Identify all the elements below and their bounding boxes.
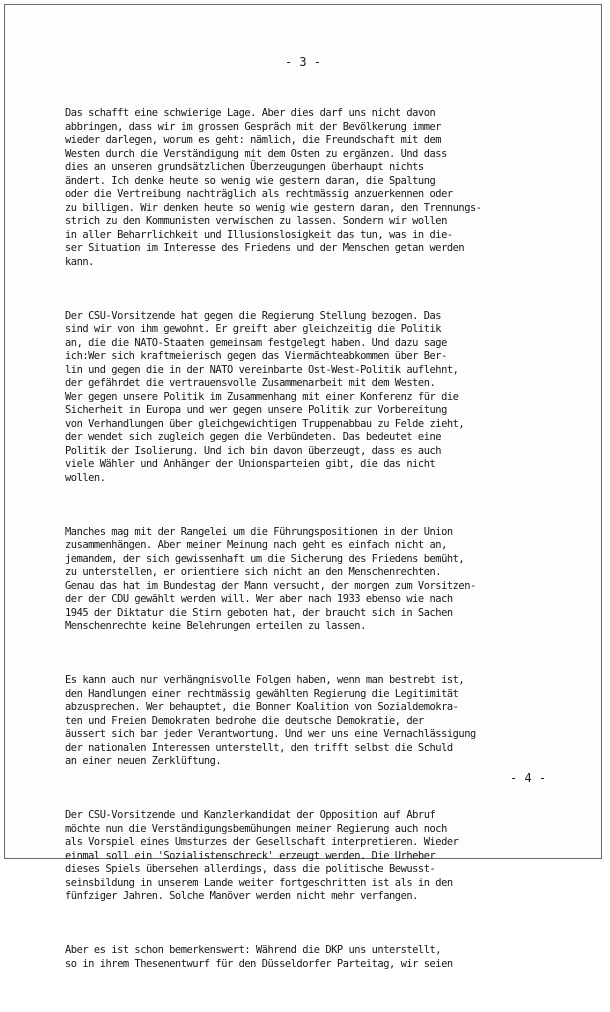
text-line: in aller Beharrlichkeit und Illusionslosigkeit das tun, was in die- [65,228,453,241]
text-line: sind wir von ihm gewohnt. Er greift aber gleichzeitig die Politik [65,323,442,335]
text-line: abbringen, dass wir im grossen Gespräch mit der Bevölkerung immer [65,120,442,133]
document-body [65,80,585,1012]
text-line: Politik der Isolierung. Und ich bin davon überzeugt, dass es auch [65,444,442,457]
text-line: Sicherheit in Europa und wer gegen unsere Politik zur Vorbereitung [65,404,447,416]
text-line: an, die die NATO-Staaten gemeinsam festgelegt haben. Und dazu sage [65,336,447,349]
text-line: einmal soll ein 'Sozialistenschreck' erzeugt werden. Die Urheber [65,849,436,862]
text-line: Genau das hat im Bundestag der Mann versucht, der morgen zum Vorsitzen- [65,579,476,592]
text-line: zu billigen. Wir denken heute so wenig wie gestern daran, den Trennungs- [65,201,482,214]
text-line: lin und gegen die in der NATO vereinbarte Ost-West-Politik auflehnt, [65,363,459,376]
text-line: dieses Spiels übersehen allerdings, dass die politische Bewusst- [65,863,436,875]
text-line: äussert sich bar jeder Verantwortung. Und wer uns eine Vernachlässigung [65,728,476,740]
paragraph [65,107,585,269]
paragraph [65,944,585,971]
text-line: Manches mag mit der Rangelei um die Führungspositionen in der Union [65,525,453,538]
text-line: kann. [65,255,94,268]
text-line: der nationalen Interessen unterstellt, den trifft selbst die Schuld [65,741,453,754]
text-line: Es kann auch nur verhängnisvolle Folgen haben, wenn man bestrebt ist, [65,674,465,686]
text-line: der gefährdet die vertrauensvolle Zusammenarbeit mit dem Westen. [65,377,436,389]
text-line: Das schafft eine schwierige Lage. Aber dies darf uns nicht davon [65,107,436,119]
next-page-marker: - 4 - [510,771,547,785]
text-line: als Vorspiel eines Umsturzes der Gesellschaft interpretieren. Wieder [65,836,459,848]
document-page [4,4,602,970]
text-line: seinsbildung in unserem Lande weiter fortgeschritten ist als in den [65,876,453,889]
text-line: an einer neuen Zerklüftung. [65,755,222,767]
paragraph [65,310,585,486]
paragraph [65,526,585,634]
text-line: ändert. Ich denke heute so wenig wie gestern daran, die Spaltung [65,174,436,187]
text-line: zu unterstellen, er orientiere sich nicht an den Menschenrechten. [65,566,442,578]
page-number: - 3 - [284,55,322,69]
text-line: von Verhandlungen über gleichgewichtigen Truppenabbau zu Felde zieht, [65,417,465,430]
text-line: Menschenrechte keine Belehrungen erteilen zu lassen. [65,620,366,632]
text-line: abzusprechen. Wer behauptet, die Bonner Koalition von Sozialdemokra- [65,701,459,713]
text-line: ser Situation im Interesse des Friedens und der Menschen getan werden [65,242,465,254]
text-line: wieder darlegen, worum es geht: nämlich, die Freundschaft mit dem [65,134,442,146]
text-line: jemandem, der sich gewissenhaft um die Sicherung des Friedens bemüht, [65,552,465,565]
text-line: Aber es ist schon bemerkenswert: Während die DKP uns unterstellt, [65,944,442,956]
text-line: Wer gegen unsere Politik im Zusammenhang mit einer Konferenz für die [65,390,459,403]
text-line: ten und Freien Demokraten bedrohe die deutsche Demokratie, der [65,714,424,727]
text-line: Der CSU-Vorsitzende hat gegen die Regierung Stellung bezogen. Das [65,309,442,322]
text-line: zusammenhängen. Aber meiner Meinung nach geht es einfach nicht an, [65,539,447,551]
text-line: möchte nun die Verständigungsbemühungen meiner Regierung auch noch [65,822,447,835]
paragraph [65,809,585,904]
text-line: dies an unseren grundsätzlichen Überzeugungen überhaupt nichts [65,161,424,173]
text-line: den Handlungen einer rechtmässig gewählten Regierung die Legitimität [65,687,459,700]
text-line: oder die Vertreibung nachträglich als rechtmässig anzuerkennen oder [65,188,453,200]
text-line: so in ihrem Thesenentwurf für den Düsseldorfer Parteitag, wir seien [65,957,453,970]
text-line: strich zu den Kommunisten verwischen zu lassen. Sondern wir wollen [65,215,447,227]
paragraph [65,674,585,769]
text-line: viele Wähler und Anhänger der Unionsparteien gibt, die das nicht [65,458,436,470]
text-line: Westen durch die Verständigung mit dem Osten zu ergänzen. Und dass [65,147,447,160]
text-line: Der CSU-Vorsitzende und Kanzlerkandidat der Opposition auf Abruf [65,809,436,821]
text-line: wollen. [65,471,106,484]
text-line: der der CDU gewählt werden will. Wer aber nach 1933 ebenso wie nach [65,593,453,605]
text-line: ich:Wer sich kraftmeierisch gegen das Viermächteabkommen über Ber- [65,350,447,362]
text-line: 1945 der Diktatur die Stirn geboten hat, der braucht sich in Sachen [65,606,453,619]
text-line: fünfziger Jahren. Solche Manöver werden nicht mehr verfangen. [65,890,418,902]
text-line: der wendet sich zugleich gegen die Verbündeten. Das bedeutet eine [65,431,442,443]
